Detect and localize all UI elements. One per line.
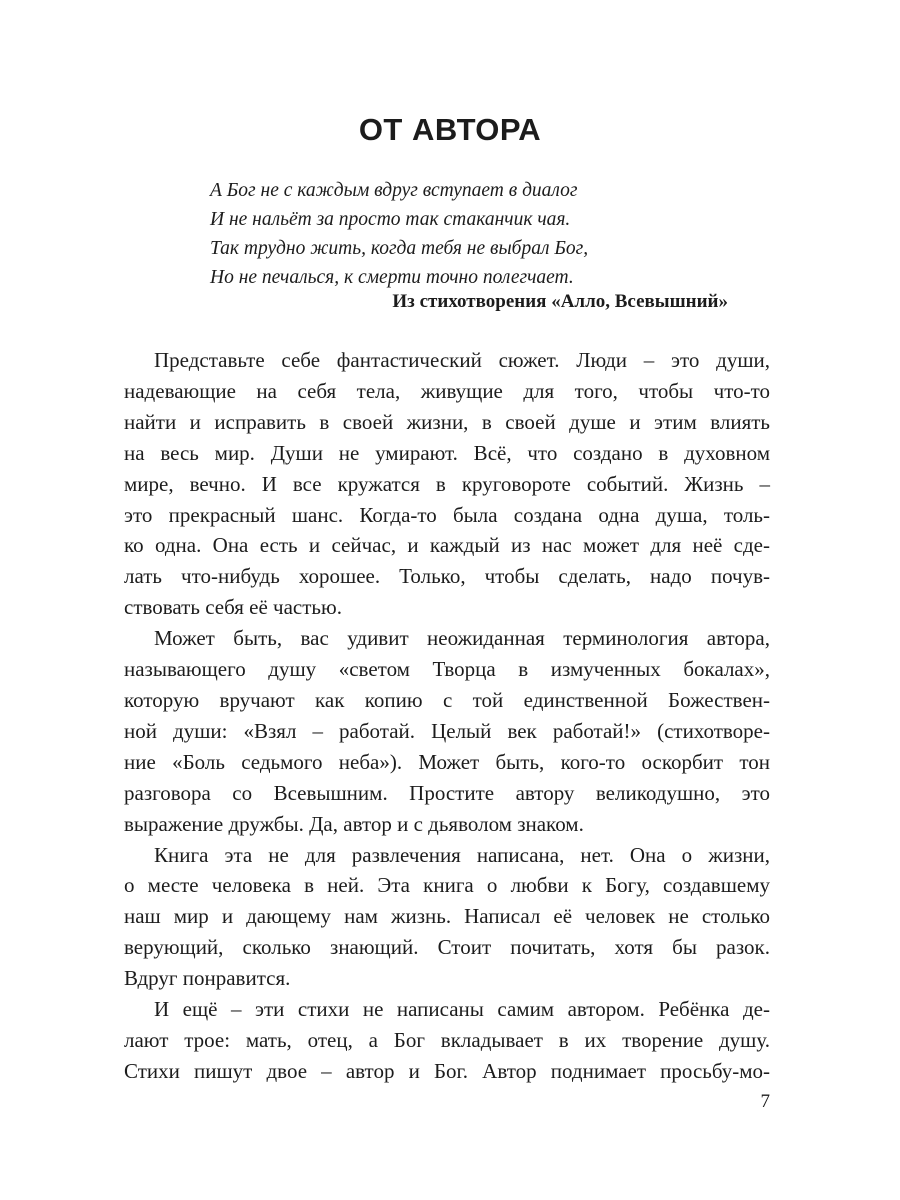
paragraph-1-line: найти и исправить в своей жизни, в своей душе и этим влиять [124,409,770,434]
paragraph-1-line: надевающие на себя тела, живущие для того, чтобы что-то [124,378,770,403]
paragraph-2-line: Может быть, вас удивит неожиданная терминология автора, [154,626,770,651]
paragraph-1-line: это прекрасный шанс. Когда-то была создана одна душа, толь- [124,502,770,527]
paragraph-2-line: разговора со Всевышним. Простите автору великодушно, это [124,780,770,805]
paragraph-1-line: Представьте себе фантастический сюжет. Люди – это души, [154,348,770,372]
paragraph-3-line: наш мир и дающему нам жизнь. Написал её человек не столько [124,904,770,929]
page-number: 7 [760,1091,770,1112]
paragraph-3-line: Книга эта не для развлечения написана, нет. Она о жизни, [154,842,770,867]
paragraph-3-line: о месте человека в ней. Эта книга о любви к Богу, создавшему [124,873,770,898]
epigraph-source: Из стихотворения «Алло, Всевышний» [392,291,728,312]
paragraph-4-line: Стихи пишут двое – автор и Бог. Автор поднимает просьбу-мо- [124,1058,770,1083]
paragraph-3-line: верующий, сколько знающий. Стоит почитать, хотя бы разок. [124,935,770,960]
epigraph-line: И не нальёт за просто так стаканчик чая. [210,209,571,230]
paragraph-2-line: называющего душу «светом Творца в измученных бокалах», [124,657,770,682]
paragraph-1-line: ко одна. Она есть и сейчас, и каждый из нас может для неё сде- [124,533,770,558]
paragraph-3-line: Вдруг понравится. [124,966,291,991]
paragraph-2-line: ной души: «Взял – работай. Целый век работай!» (стихотворе- [124,718,770,743]
body-text [124,345,770,1087]
paragraph-1-line: мире, вечно. И все кружатся в круговороте событий. Жизнь – [124,471,770,496]
paragraph-1-line: на весь мир. Души не умирают. Всё, что создано в духовном [124,440,770,465]
paragraph-1-line: лать что-нибудь хорошее. Только, чтобы сделать, надо почув- [124,564,770,589]
paragraph-4-line: И ещё – эти стихи не написаны самим автором. Ребёнка де- [154,997,770,1022]
paragraph-2-line: ние «Боль седьмого неба»). Может быть, кого-то оскорбит тон [124,749,770,774]
paragraph-4-line: лают трое: мать, отец, а Бог вкладывает в их творение душу. [124,1027,770,1052]
paragraph-1-line: ствовать себя её частью. [124,595,342,620]
epigraph-line: А Бог не с каждым вдруг вступает в диалог [210,180,578,201]
epigraph [210,176,730,292]
epigraph-line: Так трудно жить, когда тебя не выбрал Бог, [210,238,589,259]
chapter-title: ОТ АВТОРА [358,112,542,147]
paragraph-2-line: которую вручают как копию с той единственной Божествен- [124,687,770,712]
epigraph-line: Но не печалься, к смерти точно полегчает. [210,267,574,288]
paragraph-2-line: выражение дружбы. Да, автор и с дьяволом знаком. [124,811,584,836]
